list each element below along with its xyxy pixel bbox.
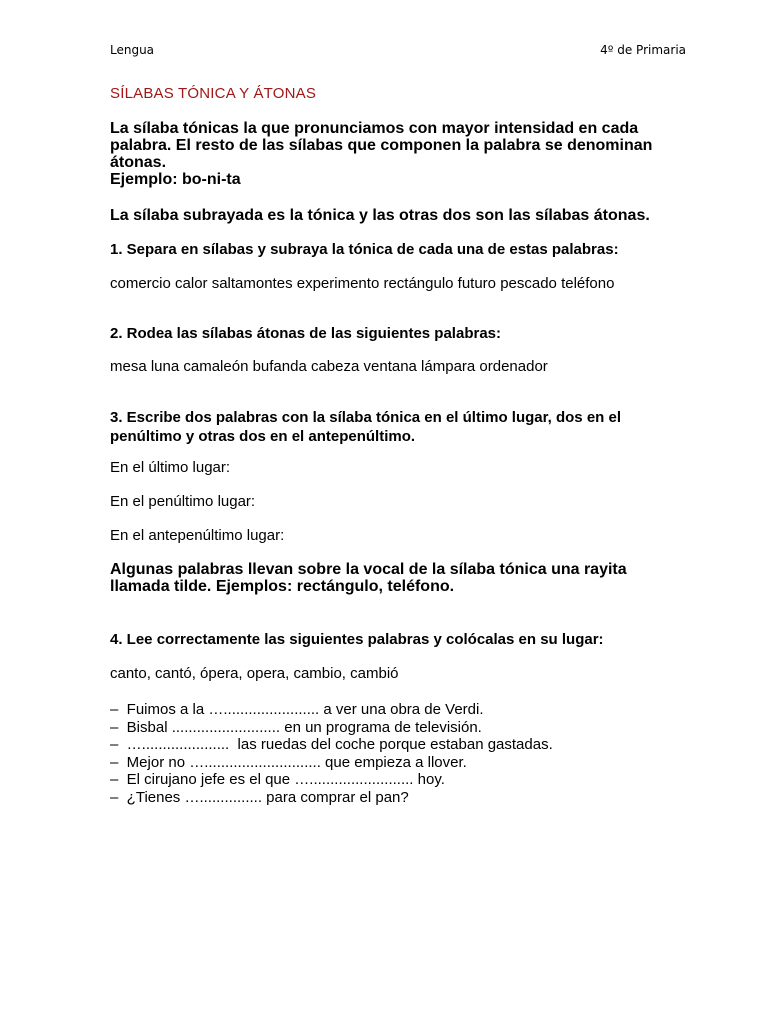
list-item: – Fuimos a la …....................... a ver una obra de Verdi. bbox=[110, 701, 484, 718]
question-3-line-1: 3. Escribe dos palabras con la sílaba tónica en el último lugar, dos en el bbox=[110, 409, 621, 426]
fill-in-list bbox=[110, 701, 553, 807]
question-3-instruction bbox=[110, 408, 621, 446]
intro-line-2: palabra. El resto de las sílabas que componen la palabra se denominan bbox=[110, 137, 653, 154]
question-3-line-2: penúltimo y otras dos en el antepenúltimo. bbox=[110, 428, 416, 445]
question-1-instruction: 1. Separa en sílabas y subraya la tónica de cada una de estas palabras: bbox=[110, 241, 619, 258]
intro-paragraph bbox=[110, 120, 710, 188]
question-1-words: comercio calor saltamontes experimento rectángulo futuro pescado teléfono bbox=[110, 275, 615, 292]
intro-example: Ejemplo: bo-ni-ta bbox=[110, 171, 241, 188]
answer-penultimate-syllable: En el penúltimo lugar: bbox=[110, 493, 256, 510]
question-2-words: mesa luna camaleón bufanda cabeza ventana lámpara ordenador bbox=[110, 358, 548, 375]
list-item: – ¿Tienes …............... para comprar el pan? bbox=[110, 788, 409, 806]
underlined-note: La sílaba subrayada es la tónica y las otras dos son las sílabas átonas. bbox=[110, 207, 650, 224]
answer-last-syllable: En el último lugar: bbox=[110, 459, 231, 476]
list-item: – El cirujano jefe es el que …......................... hoy. bbox=[110, 771, 445, 789]
question-4-instruction: 4. Lee correctamente las siguientes palabras y colócalas en su lugar: bbox=[110, 631, 604, 648]
tilde-note-line-1: Algunas palabras llevan sobre la vocal de la sílaba tónica una rayita bbox=[110, 561, 627, 578]
list-item: – …..................... las ruedas del coche porque estaban gastadas. bbox=[110, 736, 553, 754]
header-subject: Lengua bbox=[110, 43, 155, 57]
intro-line-1: La sílaba tónicas la que pronunciamos con mayor intensidad en cada bbox=[110, 120, 639, 137]
tilde-note-line-2: llamada tilde. Ejemplos: rectángulo, teléfono. bbox=[110, 578, 455, 595]
header-grade: 4º de Primaria bbox=[600, 43, 686, 57]
tilde-note bbox=[110, 561, 627, 595]
page-title: SÍLABAS TÓNICA Y ÁTONAS bbox=[110, 85, 317, 102]
question-2-instruction: 2. Rodea las sílabas átonas de las siguientes palabras: bbox=[110, 325, 501, 342]
list-item: – Mejor no …............................ que empieza a llover. bbox=[110, 753, 467, 771]
list-item: – Bisbal .......................... en un programa de televisión. bbox=[110, 718, 482, 736]
intro-line-3: átonas. bbox=[110, 154, 167, 171]
question-4-words: canto, cantó, ópera, opera, cambio, cambió bbox=[110, 665, 399, 682]
answer-antepenultimate-syllable: En el antepenúltimo lugar: bbox=[110, 527, 285, 544]
